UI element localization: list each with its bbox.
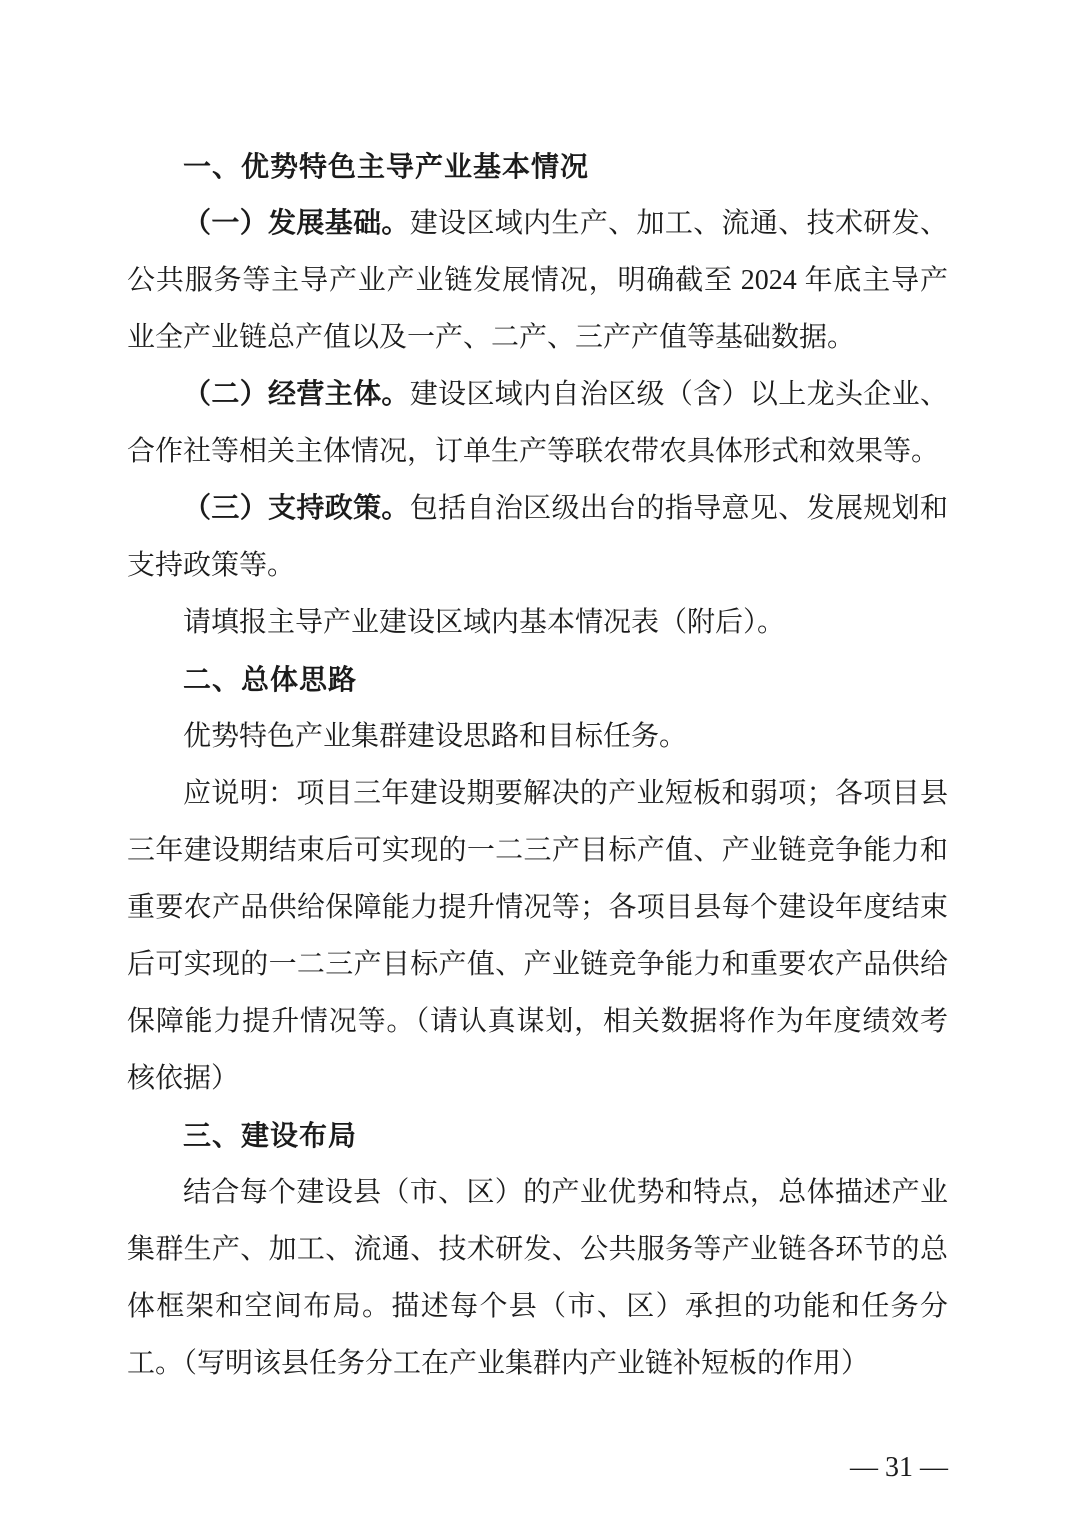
paragraph: 应说明：项目三年建设期要解决的产业短板和弱项；各项目县三年建设期结束后可实现的一二三产目标产值、产业链竞争能力和重要农产品供给保障能力提升情况等；各项目县每个建设年度结束后可实现的一二三产目标产值、产业链竞争能力和重要农产品供给保障能力提升情况等。（请认真谋划，相关数据将作为年度绩效考核依据） (127, 778, 948, 1094)
page-footer (822, 1408, 948, 1528)
paragraph: （三）支持政策。包括自治区级出台的指导意见、发展规划和支持政策等。 (127, 493, 948, 581)
paragraph: 结合每个建设县（市、区）的产业优势和特点，总体描述产业集群生产、加工、流通、技术研发、公共服务等产业链各环节的总体框架和空间布局。描述每个县（市、区）承担的功能和任务分工。（写明该县任务分工在产业集群内产业链补短板的作用） (127, 1177, 948, 1379)
paragraph-lead: （一）发展基础。 (183, 208, 410, 239)
section-heading: 三、建设布局 (183, 1120, 358, 1151)
section-heading: 一、优势特色主导产业基本情况 (183, 151, 590, 182)
paragraph: 请填报主导产业建设区域内基本情况表（附后）。 (183, 607, 786, 638)
section-heading: 二、总体思路 (183, 664, 358, 695)
paragraph: （二）经营主体。建设区域内自治区级（含）以上龙头企业、合作社等相关主体情况，订单生产等联农带农具体形式和效果等。 (127, 379, 948, 467)
paragraph: 优势特色产业集群建设思路和目标任务。 (183, 721, 688, 752)
paragraph: （一）发展基础。建设区域内生产、加工、流通、技术研发、公共服务等主导产业产业链发展情况，明确截至 2024 年底主导产业全产业链总产值以及一产、二产、三产产值等基础数据。 (127, 208, 948, 353)
paragraph-lead: （三）支持政策。 (183, 493, 410, 524)
page-number: — 31 — (850, 1452, 948, 1483)
paragraph-lead: （二）经营主体。 (183, 379, 410, 410)
document-body (127, 138, 948, 1392)
